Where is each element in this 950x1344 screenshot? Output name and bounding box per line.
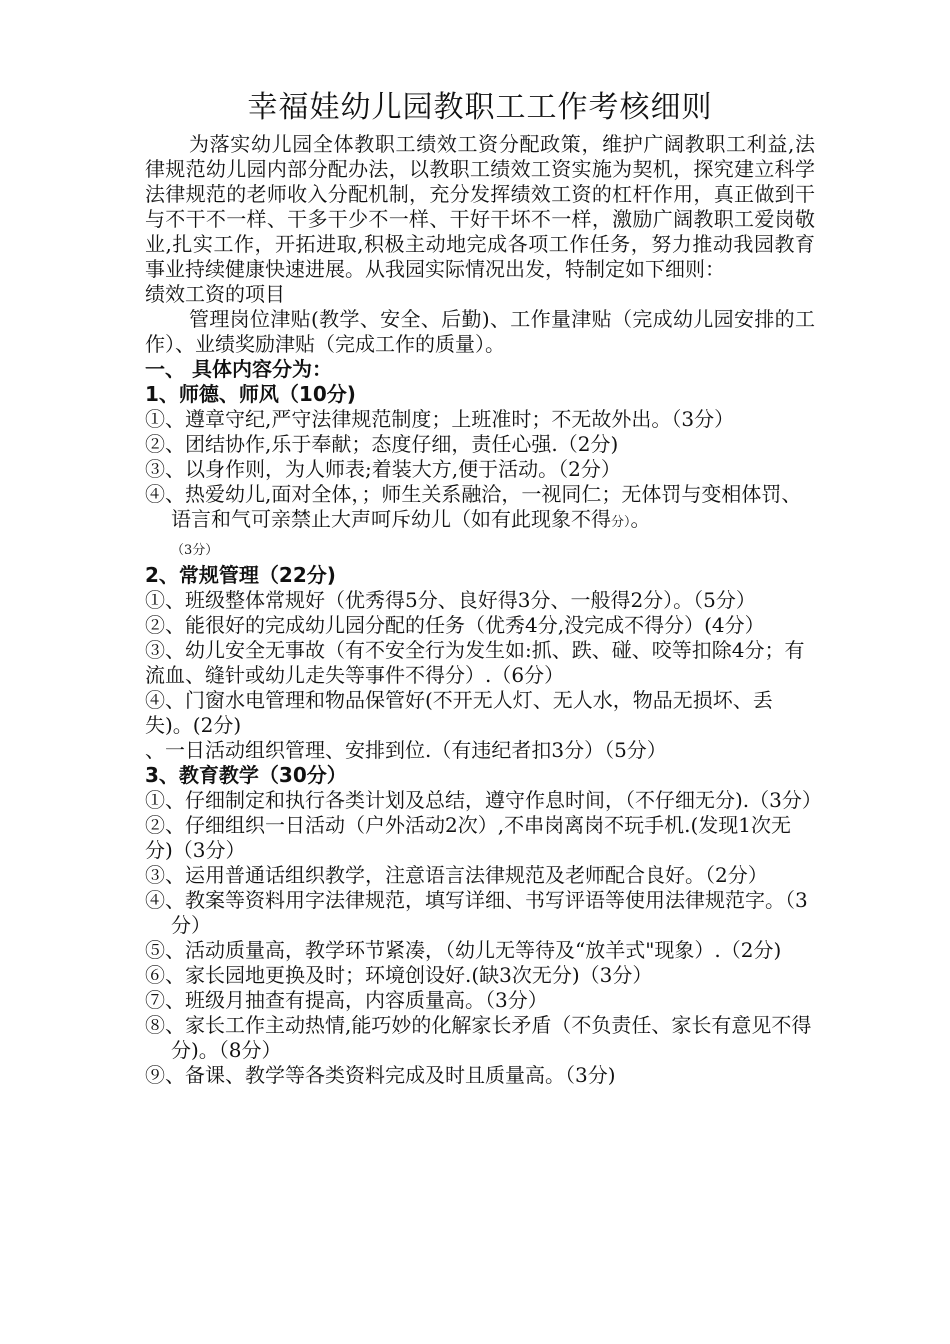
section3-item-3: ③、运用普通话组织教学，注意语言法律规范及老师配合良好。（2分） xyxy=(145,863,768,887)
project-label: 绩效工资的项目 xyxy=(145,282,285,306)
section2-item-4: ④、门窗水电管理和物品保管好(不开无人灯、无人水，物品无损坏、丢失)。(2分) xyxy=(145,688,773,737)
section3-item-9: ⑨、备课、教学等各类资料完成及时且质量高。（3分) xyxy=(145,1063,616,1087)
section2-item-5: 、一日活动组织管理、安排到位.（有违纪者扣3分）（5分） xyxy=(145,738,667,762)
section1-item-4-small-b: （3分） xyxy=(171,543,219,558)
project-paragraph: 管理岗位津贴(教学、安全、后勤)、工作量津贴（完成幼儿园安排的工作）、业绩奖励津贴（完成工作的质量）。 xyxy=(145,307,815,356)
section3-item-8: ⑧、家长工作主动热情,能巧妙的化解家长矛盾（不负责任、家长有意见不得分)。（8分） xyxy=(145,1013,812,1062)
section3-item-5: ⑤、活动质量高，教学环节紧凑，（幼儿无等待及“放羊式"现象）.（2分) xyxy=(145,938,782,962)
section2-item-2: ②、能很好的完成幼儿园分配的任务（优秀4分,没完成不得分）(4分） xyxy=(145,613,765,637)
section3-item-1: ①、仔细制定和执行各类计划及总结，遵守作息时间，（不仔细无分).（3分） xyxy=(145,788,822,812)
content-heading: 一、 具体内容分为： xyxy=(145,357,332,381)
section1-item-1: ①、遵章守纪,严守法律规范制度；上班准时；不无故外出。（3分） xyxy=(145,407,735,431)
section3-item-7: ⑦、班级月抽查有提高，内容质量高。（3分） xyxy=(145,988,548,1012)
section3-item-6: ⑥、家长园地更换及时；环境创设好.(缺3次无分)（3分） xyxy=(145,963,653,987)
document-title: 幸福娃幼儿园教职工工作考核细则 xyxy=(247,90,713,125)
intro-paragraph: 为落实幼儿园全体教职工绩效工资分配政策，维护广阔教职工利益,法律规范幼儿园内部分配办法，以教职工绩效工资实施为契机，探究建立科学法律规范的老师收入分配机制，充分发挥绩效工资的杠杆作用，真正做到干与不干不一样、干多干少不一样、干好干坏不一样，激励广阔教职工爱岗敬业,扎实工作，开拓进取,积极主动地完成各项工作任务，努力推动我园教育事业持续健康快速进展。从我园实际情况出发，特制定如下细则： xyxy=(145,132,815,281)
section3-item-2: ②、仔细组织一日活动（户外活动2次）,不串岗离岗不玩手机.(发现1次无分)（3分） xyxy=(145,813,791,862)
section1-item-4-small-a: 分） xyxy=(611,515,631,530)
section2-item-1: ①、班级整体常规好（优秀得5分、良好得3分、一般得2分）。（5分） xyxy=(145,588,756,612)
section1-item-4 xyxy=(145,482,815,563)
section1-item-2: ②、团结协作,乐于奉献；态度仔细，责任心强.（2分) xyxy=(145,432,619,456)
section3-heading: 3、教育教学（30分） xyxy=(145,763,347,787)
section3-item-4: ④、教案等资料用字法律规范，填写详细、书写评语等使用法律规范字。（3分） xyxy=(145,888,808,937)
section1-item-4-tail: 。 xyxy=(630,507,651,531)
section2-heading: 2、常规管理（22分) xyxy=(145,563,336,587)
section1-item-4-text: ④、热爱幼儿,面对全体，；师生关系融洽，一视同仁；无体罚与变相体罚、语言和气可亲禁止大声呵斥幼儿（如有此现象不得 xyxy=(145,482,802,531)
document-page xyxy=(145,88,822,1088)
section1-item-3: ③、以身作则，为人师表;着装大方,便于活动。（2分） xyxy=(145,457,621,481)
section1-heading: 1、师德、师风（10分) xyxy=(145,382,356,406)
section2-item-3: ③、幼儿安全无事故（有不安全行为发生如:抓、跌、碰、咬等扣除4分；有流血、缝针或幼儿走失等事件不得分）.（6分） xyxy=(145,638,805,687)
